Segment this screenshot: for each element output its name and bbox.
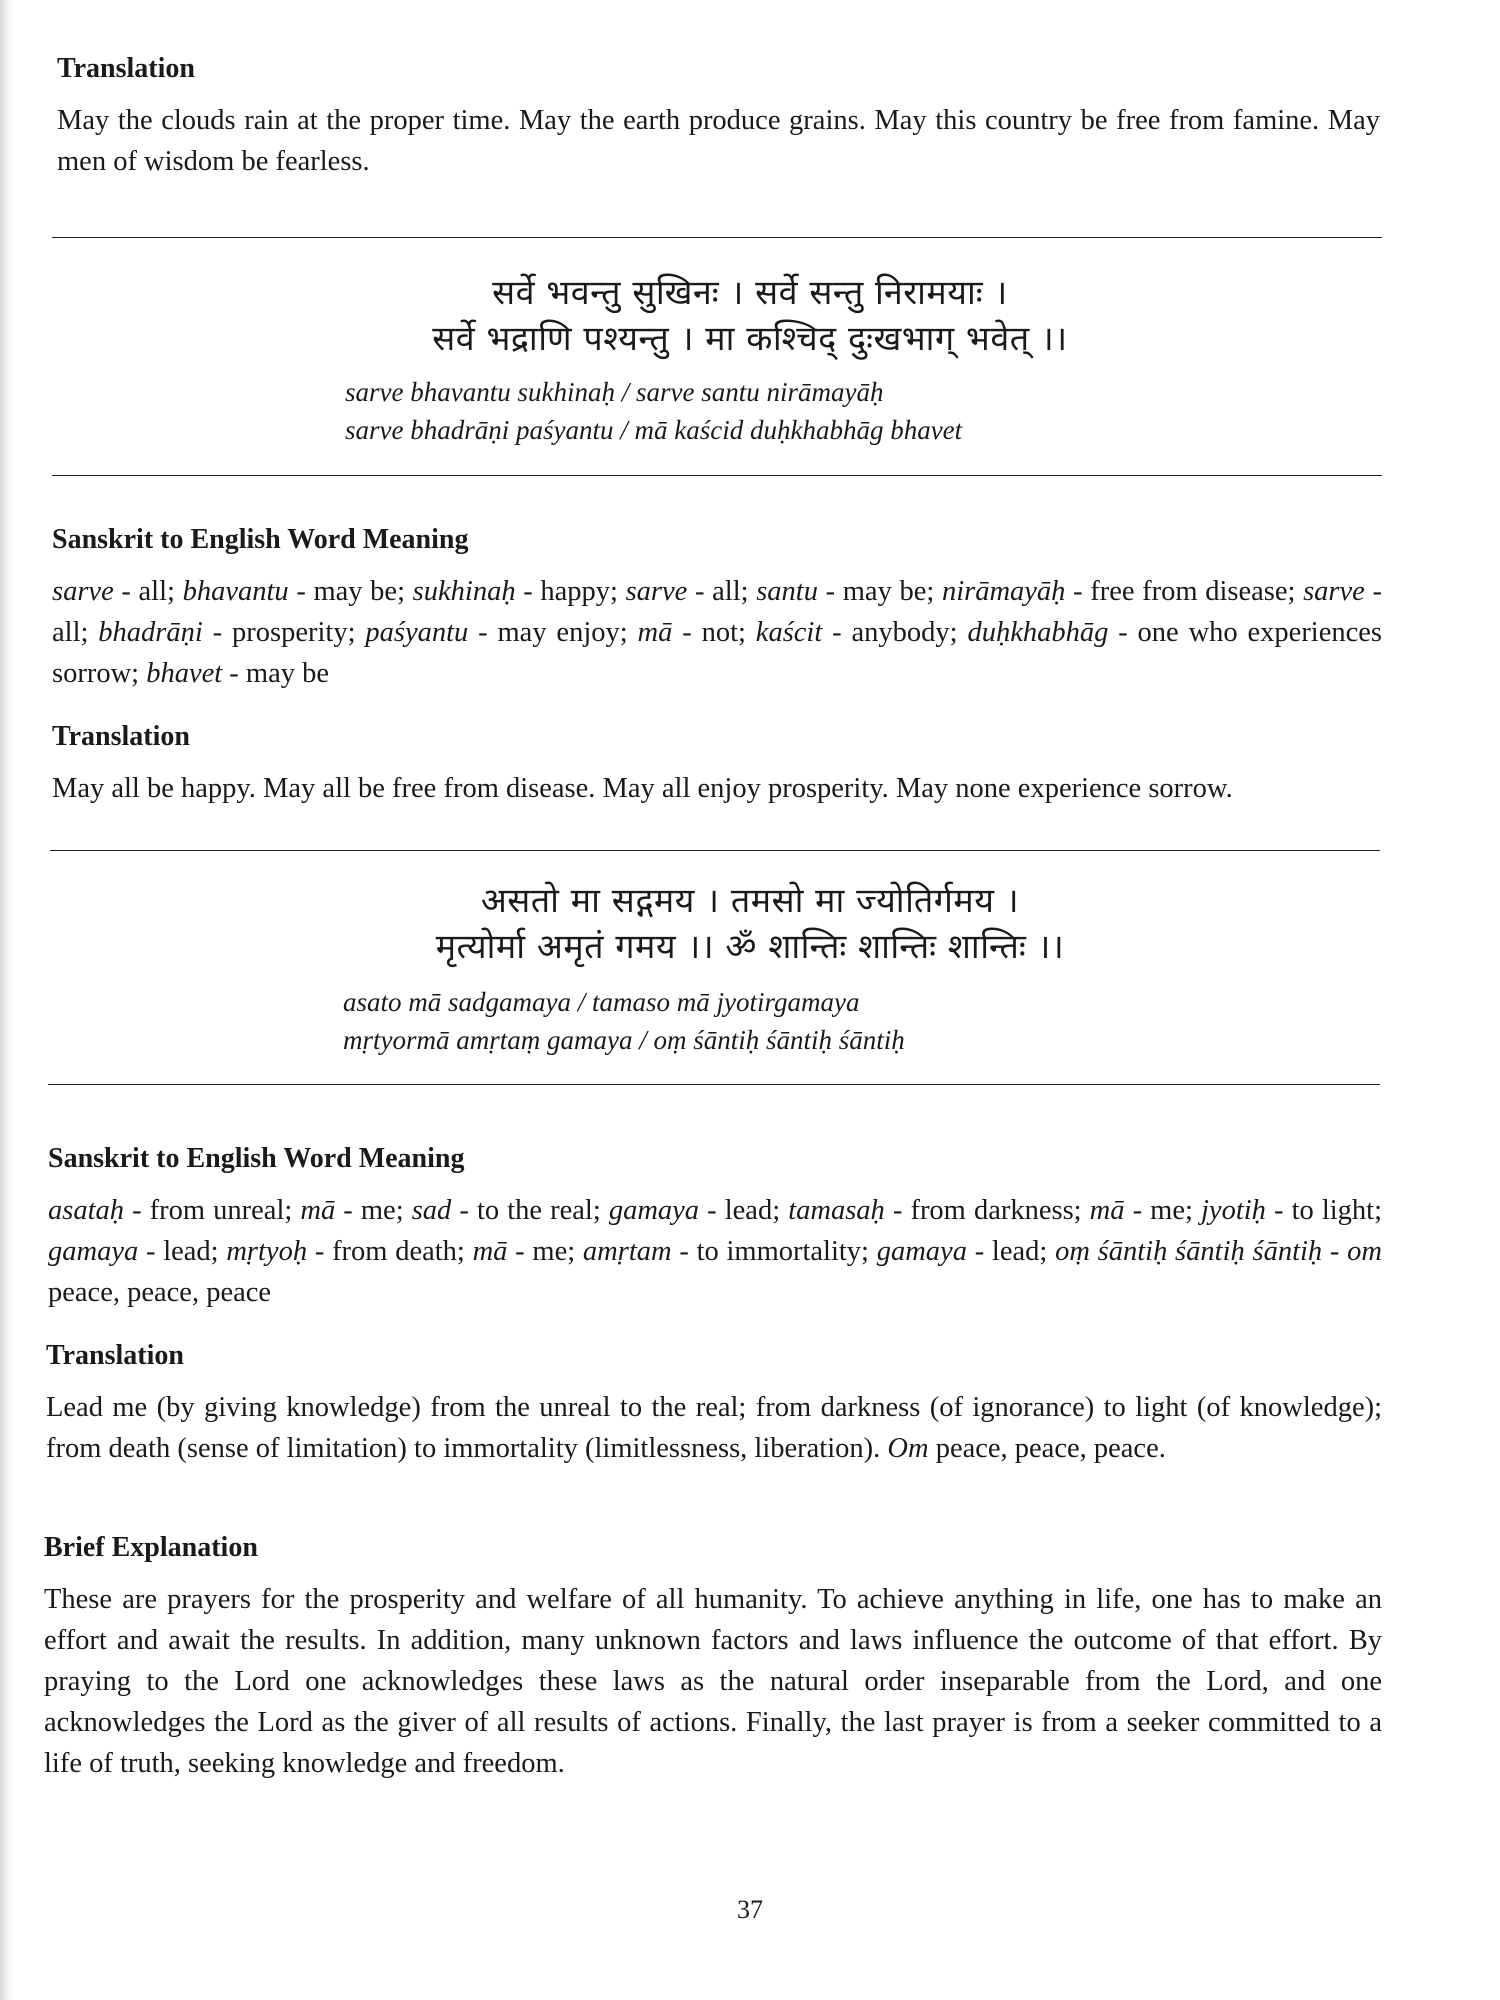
english-meaning: - from unreal; [124, 1194, 301, 1226]
sanskrit-word: amṛtam [582, 1235, 672, 1267]
sanskrit-word: sarve [52, 575, 114, 607]
english-meaning: - happy; [515, 575, 626, 607]
english-meaning: - me; [1124, 1194, 1201, 1226]
divider-rule [48, 1084, 1380, 1085]
english-meaning: - me; [335, 1194, 412, 1226]
transliteration-line: asato mā sadgamaya / tamaso mā jyotirgamaya [343, 987, 860, 1017]
english-meaning: - prosperity; [202, 616, 366, 648]
english-meaning: - all; [687, 575, 757, 607]
english-meaning: - to the real; [451, 1194, 609, 1226]
sanskrit-word: gamaya [608, 1194, 700, 1226]
sanskrit-word: bhavantu [182, 575, 289, 607]
sanskrit-word: tamasaḥ [788, 1194, 885, 1226]
english-meaning: - lead; [138, 1235, 227, 1267]
english-meaning: - [1322, 1235, 1348, 1267]
sanskrit-word: kaścit [755, 616, 823, 648]
english-meaning: - one who experiences sorrow; [52, 616, 1383, 689]
transliteration-line: mṛtyormā amṛtaṃ gamaya / oṃ śāntiḥ śāntiḥ śāntiḥ [343, 1025, 905, 1055]
english-meaning: - all; [113, 575, 183, 607]
divider-rule [52, 475, 1382, 476]
explanation-text: These are prayers for the prosperity and welfare of all humanity. To achieve anything in life, one has to make an effort and await the results. In addition, many unknown factors and laws influence the outcome of that effort. By praying to the Lord one acknowledges these laws as the natural order inseparable from the Lord, and one acknowledges the Lord as the giver of all results of actions. Finally, the last prayer is from a seeker committed to a life of truth, seeking knowledge and freedom. [44, 1583, 1382, 1779]
sanskrit-word: oṃ śāntiḥ śāntiḥ śāntiḥ [1055, 1235, 1323, 1267]
english-meaning: - from death; [307, 1235, 473, 1267]
verse-line: सर्वे भवन्तु सुखिनः । सर्वे सन्तु निरामयाः । [492, 273, 1008, 313]
english-meaning: peace, peace, peace [48, 1276, 272, 1308]
sanskrit-word: om [1347, 1235, 1382, 1267]
sanskrit-word: jyotiḥ [1201, 1194, 1266, 1226]
sanskrit-word: sad [411, 1194, 452, 1226]
sanskrit-word: nirāmayāḥ [941, 575, 1066, 607]
section-brief-explanation [44, 1531, 1382, 1784]
sanskrit-word: santu [756, 575, 818, 607]
english-meaning: - all; [52, 575, 1382, 648]
english-meaning: - may enjoy; [468, 616, 638, 648]
verse-line: सर्वे भद्राणि पश्यन्तु । मा कश्चिद् दुःखभाग् भवेत् ।। [432, 319, 1068, 359]
translation-text-part: peace, peace, peace. [928, 1432, 1166, 1464]
section-translation-1 [57, 52, 1380, 182]
sanskrit-word: mā [300, 1194, 336, 1226]
divider-rule [52, 237, 1382, 238]
sanskrit-word: mā [1089, 1194, 1125, 1226]
section-translation-3 [46, 1339, 1382, 1469]
english-meaning: - may be [222, 657, 330, 689]
translation-text [46, 1387, 1382, 1469]
sanskrit-word: mṛtyoḥ [226, 1235, 308, 1267]
sanskrit-word: asataḥ [48, 1194, 125, 1226]
transliteration-line: sarve bhavantu sukhinaḥ / sarve santu nirāmayāḥ [345, 377, 884, 407]
section-heading: Translation [57, 53, 195, 84]
verse-1-transliteration [345, 373, 1245, 449]
english-meaning: - not; [672, 616, 756, 648]
section-heading: Translation [46, 1340, 184, 1371]
english-meaning: - me; [507, 1235, 583, 1267]
section-heading: Sanskrit to English Word Meaning [48, 1143, 465, 1174]
translation-text: May all be happy. May all be free from disease. May all enjoy prosperity. May none experience sorrow. [52, 772, 1233, 804]
sanskrit-word: sukhinaḥ [412, 575, 516, 607]
english-meaning: - to light; [1265, 1194, 1382, 1226]
english-meaning: - may be; [288, 575, 413, 607]
sanskrit-word: sarve [1303, 575, 1365, 607]
english-meaning: - may be; [817, 575, 942, 607]
sanskrit-word: gamaya [876, 1235, 967, 1267]
section-heading: Sanskrit to English Word Meaning [52, 524, 469, 555]
english-meaning: - lead; [966, 1235, 1056, 1267]
section-translation-2 [52, 720, 1382, 809]
page-number: 37 [737, 1895, 763, 1924]
divider-rule [50, 850, 1380, 851]
sanskrit-word: bhavet [146, 657, 223, 689]
verse-2-transliteration [343, 983, 1243, 1059]
english-meaning: - lead; [699, 1194, 789, 1226]
section-word-meaning-1 [52, 523, 1382, 694]
translation-text-italic: Om [887, 1432, 929, 1464]
sanskrit-word: gamaya [48, 1235, 139, 1267]
transliteration-line: sarve bhadrāṇi paśyantu / mā kaścid duḥkhabhāg bhavet [345, 415, 963, 445]
verse-line: मृत्योर्मा अमृतं गमय ।। ॐ शान्तिः शान्तिः शान्तिः ।। [435, 927, 1065, 967]
section-heading: Translation [52, 721, 190, 752]
word-meaning-text [52, 571, 1382, 694]
translation-text: May the clouds rain at the proper time. May the earth produce grains. May this country be free from famine. May men of wisdom be fearless. [57, 104, 1380, 177]
sanskrit-word: mā [637, 616, 673, 648]
english-meaning: - anybody; [822, 616, 968, 648]
verse-2-devanagari [0, 878, 1500, 970]
verse-line: असतो मा सद्गमय । तमसो मा ज्योतिर्गमय । [480, 881, 1020, 921]
sanskrit-word: mā [472, 1235, 508, 1267]
english-meaning: - free from disease; [1065, 575, 1304, 607]
word-meaning-text [48, 1190, 1382, 1313]
sanskrit-word: sarve [625, 575, 688, 607]
translation-text-part: Lead me (by giving knowledge) from the unreal to the real; from darkness (of ignorance) to light (of knowledge); from death (sense of limitation) to immortality (limitlessness, liberation). [46, 1391, 1382, 1464]
section-word-meaning-2 [48, 1142, 1382, 1313]
sanskrit-word: duḥkhabhāg [967, 616, 1109, 648]
english-meaning: - from darkness; [884, 1194, 1090, 1226]
section-heading: Brief Explanation [44, 1532, 258, 1563]
sanskrit-word: paśyantu [365, 616, 469, 648]
verse-1-devanagari [0, 270, 1500, 362]
sanskrit-word: bhadrāṇi [98, 616, 203, 648]
english-meaning: - to immortality; [671, 1235, 877, 1267]
